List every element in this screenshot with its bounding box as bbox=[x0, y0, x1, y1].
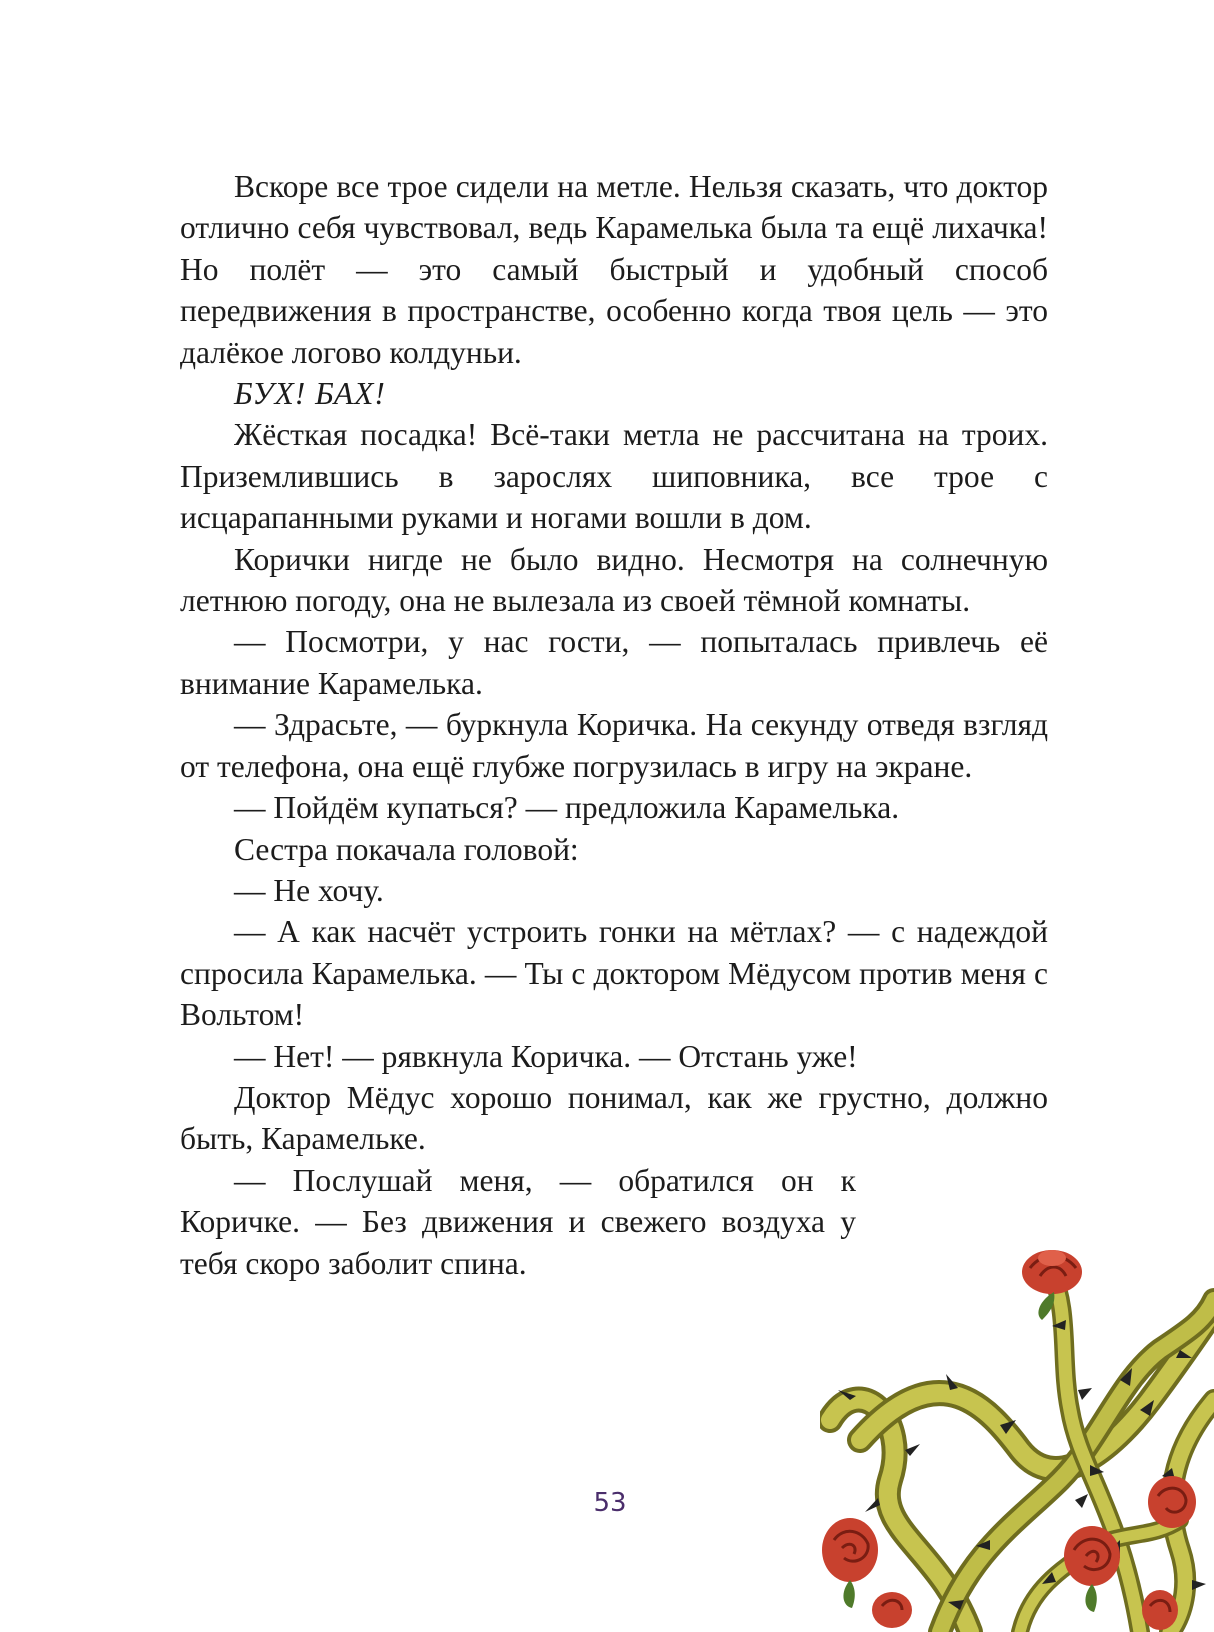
paragraph: — Не хочу. bbox=[234, 872, 384, 908]
paragraph: Корички нигде не было видно. Несмотря на солнечную летнюю погоду, она не вылезала из своей тёмной комнаты. bbox=[180, 541, 1048, 619]
paragraph: Жёсткая посадка! Всё-таки метла не рассчитана на троих. Приземлившись в зарослях шиповника, все трое с исцарапанными руками и ногами вошли в дом. bbox=[180, 417, 1048, 536]
paragraph: — А как насчёт устроить гонки на мётлах? — с надеждой спросила Карамелька. — Ты с доктором Мёдусом против меня с Вольтом! bbox=[180, 914, 1048, 1033]
story-text bbox=[180, 166, 1048, 1284]
paragraph: — Посмотри, у нас гости, — попыталась привлечь её внимание Карамелька. bbox=[180, 624, 1048, 701]
paragraph: — Послушай меня, — обратился он к Коричке. — Без движения и свежего воздуха у тебя скоро заболит спина. bbox=[180, 1162, 856, 1281]
paragraph: — Нет! — рявкнула Коричка. — Отстань уже! bbox=[234, 1038, 858, 1074]
rose-vine-illustration-icon bbox=[820, 1250, 1214, 1632]
paragraph: — Здрасьте, — буркнула Коричка. На секунду отведя взгляд от телефона, она ещё глубже погрузилась в игру на экране. bbox=[180, 707, 1048, 784]
paragraph-sound-effect: БУХ! БАХ! bbox=[234, 376, 386, 412]
paragraph: Сестра покачала головой: bbox=[234, 831, 579, 867]
page-number: 53 bbox=[593, 1488, 627, 1518]
paragraph: Вскоре все трое сидели на метле. Нельзя сказать, что доктор отлично себя чувствовал, ведь Карамелька была та ещё лихачка! Но полёт — это самый быстрый и удобный способ передвижения в пространстве, особенно когда твоя цель — это далёкое логово колдуньи. bbox=[180, 169, 1048, 370]
paragraph: — Пойдём купаться? — предложила Карамелька. bbox=[234, 790, 900, 826]
paragraph: Доктор Мёдус хорошо понимал, как же грустно, должно быть, Карамельке. bbox=[180, 1079, 1048, 1157]
